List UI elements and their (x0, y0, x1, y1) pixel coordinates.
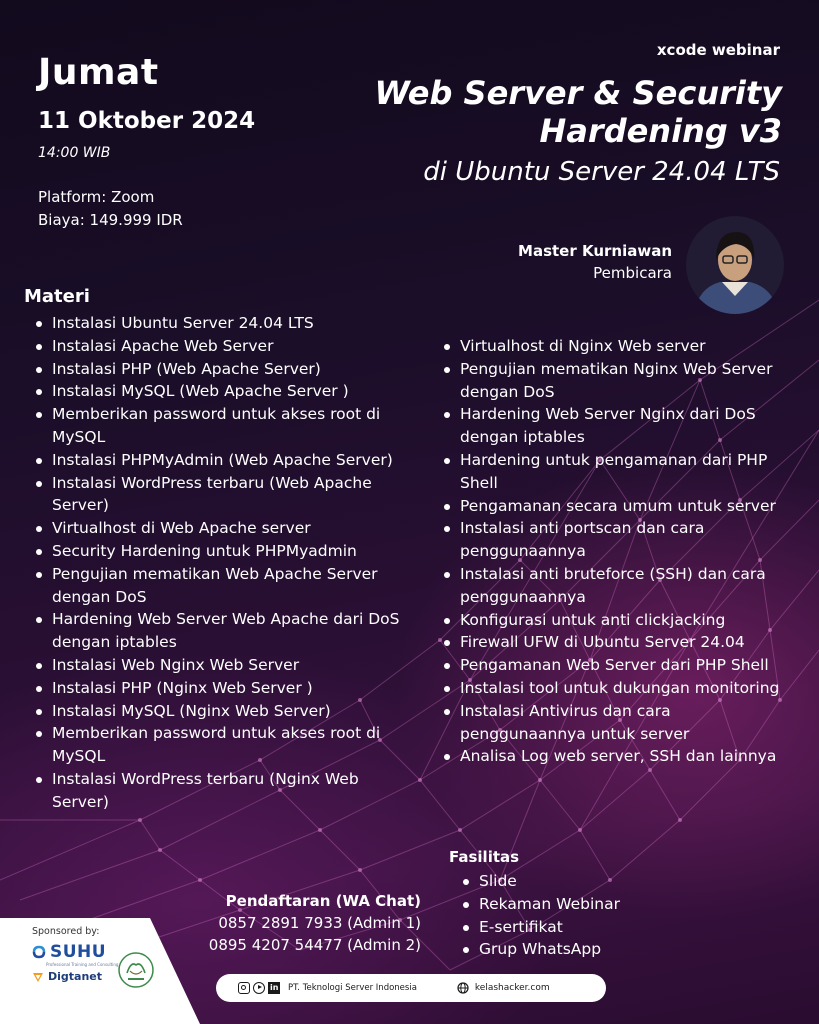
list-item: Instalasi PHPMyAdmin (Web Apache Server) (28, 449, 418, 472)
facilities-list (455, 870, 655, 961)
digtanet-logo-icon (32, 971, 44, 983)
list-item: Instalasi PHP (Web Apache Server) (28, 358, 418, 381)
footer-bar (216, 974, 606, 1002)
list-item: Pengamanan secara umum untuk server (436, 495, 796, 518)
list-item: Virtualhost di Web Apache server (28, 517, 418, 540)
list-item: Pengujian mematikan Web Apache Server dengan DoS (28, 563, 418, 609)
list-item: Instalasi Apache Web Server (28, 335, 418, 358)
list-item: Instalasi Web Nginx Web Server (28, 654, 418, 677)
event-time: 14:00 WIB (38, 145, 111, 161)
suhu-tagline: Professional Training and Consulting (46, 962, 119, 967)
list-item: Konfigurasi untuk anti clickjacking (436, 609, 796, 632)
list-item: Pengamanan Web Server dari PHP Shell (436, 654, 796, 677)
list-item: Instalasi anti bruteforce (SSH) dan cara penggunaannya (436, 563, 796, 609)
list-item: Hardening Web Server Web Apache dari DoS dengan iptables (28, 608, 418, 654)
list-item: Instalasi Antivirus dan cara penggunaannya untuk server (436, 700, 796, 746)
globe-icon (457, 982, 469, 994)
list-item: Instalasi anti portscan dan cara penggunaannya (436, 517, 796, 563)
linkedin-icon[interactable]: in (270, 983, 279, 992)
event-date: 11 Oktober 2024 (38, 108, 256, 134)
instagram-icon[interactable] (238, 982, 250, 994)
suhu-logo-text: SUHU (50, 942, 107, 962)
list-item: E-sertifikat (455, 916, 655, 939)
webinar-title (262, 74, 782, 150)
speaker-name: Master Kurniawan (518, 242, 672, 260)
webinar-subtitle: di Ubuntu Server 24.04 LTS (423, 157, 780, 187)
list-item: Analisa Log web server, SSH dan lainnya (436, 745, 796, 768)
list-item: Instalasi WordPress terbaru (Web Apache Server) (28, 472, 418, 518)
list-item: Pengujian mematikan Nginx Web Server dengan DoS (436, 358, 796, 404)
list-item: Grup WhatsApp (455, 938, 655, 961)
registration-contact-2: 0895 4207 54477 (Admin 2) (208, 936, 421, 954)
event-day: Jumat (38, 52, 159, 93)
footer-website: kelashacker.com (474, 983, 550, 993)
fasilitas-heading: Fasilitas (449, 848, 520, 866)
list-item: Security Hardening untuk PHPMyadmin (28, 540, 418, 563)
list-item: Hardening untuk pengamanan dari PHP Shell (436, 449, 796, 495)
materi-heading: Materi (24, 286, 90, 307)
suhu-logo-icon (32, 945, 46, 959)
topics-list-right (436, 335, 796, 768)
event-cost: Biaya: 149.999 IDR (38, 211, 183, 229)
event-platform: Platform: Zoom (38, 188, 155, 206)
list-item: Instalasi MySQL (Nginx Web Server) (28, 700, 418, 723)
list-item: Instalasi PHP (Nginx Web Server ) (28, 677, 418, 700)
speaker-role: Pembicara (593, 264, 672, 282)
list-item: Rekaman Webinar (455, 893, 655, 916)
registration-heading: Pendaftaran (WA Chat) (225, 892, 421, 910)
list-item: Firewall UFW di Ubuntu Server 24.04 (436, 631, 796, 654)
footer-website-link[interactable] (457, 982, 550, 994)
list-item: Virtualhost di Nginx Web server (436, 335, 796, 358)
footer-company: PT. Teknologi Server Indonesia (288, 983, 417, 993)
speaker-avatar (686, 216, 784, 314)
title-line-2: Hardening v3 (539, 112, 782, 150)
brand-label: xcode webinar (656, 41, 780, 59)
registration-contact-1: 0857 2891 7933 (Admin 1) (218, 914, 421, 932)
list-item: Instalasi WordPress terbaru (Nginx Web Server) (28, 768, 418, 814)
list-item: Slide (455, 870, 655, 893)
list-item: Hardening Web Server Nginx dari DoS dengan iptables (436, 403, 796, 449)
speaker-photo-icon (686, 216, 784, 314)
suhu-logo (32, 942, 106, 962)
list-item: Memberikan password untuk akses root di MySQL (28, 403, 418, 449)
title-line-1: Web Server & Security (374, 74, 782, 112)
sponsored-label: Sponsored by: (32, 926, 100, 937)
youtube-icon[interactable] (253, 982, 265, 994)
partner-seal-logo (117, 951, 155, 989)
list-item: Instalasi Ubuntu Server 24.04 LTS (28, 312, 418, 335)
list-item: Instalasi MySQL (Web Apache Server ) (28, 380, 418, 403)
topics-list-left (28, 312, 418, 814)
digtanet-logo (32, 970, 102, 983)
list-item: Memberikan password untuk akses root di MySQL (28, 722, 418, 768)
list-item: Instalasi tool untuk dukungan monitoring (436, 677, 796, 700)
digtanet-logo-text: Digtanet (48, 970, 103, 983)
